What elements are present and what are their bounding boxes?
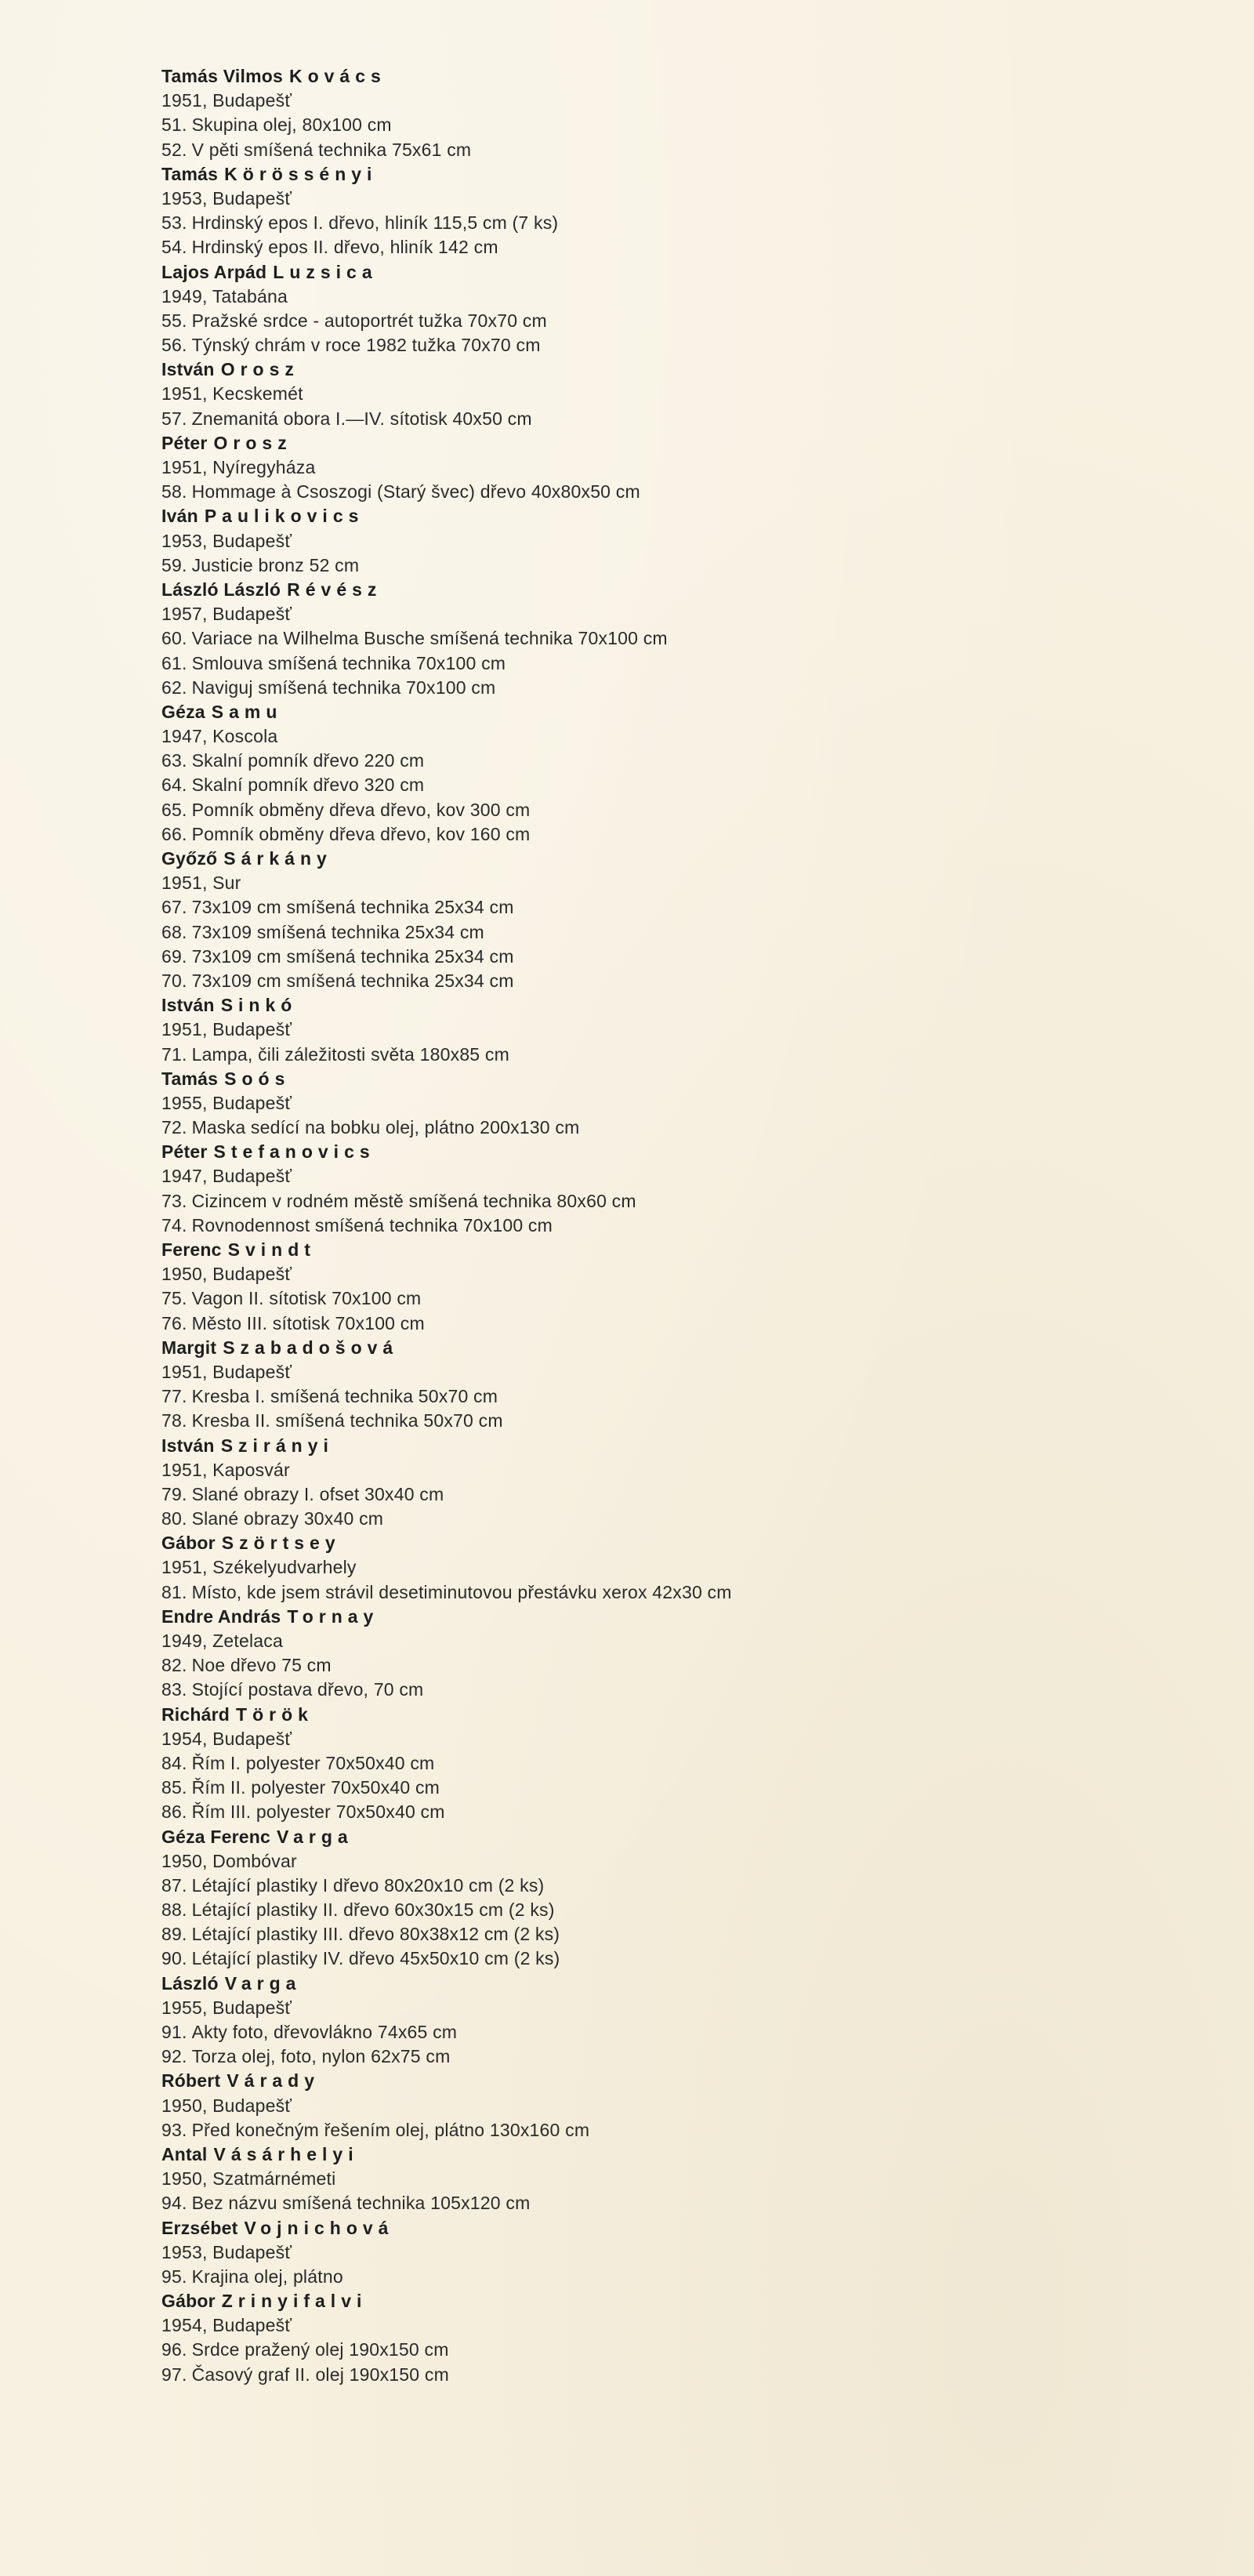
- artist-name: [161, 1605, 1180, 1629]
- work-number: 79.: [161, 1483, 187, 1504]
- artist-birth-info: 1951, Nyíregyháza: [161, 457, 316, 477]
- artist-entry: [161, 2069, 1180, 2142]
- artist-birth-info: 1953, Budapešť: [161, 530, 292, 551]
- artist-entry: [161, 1067, 1180, 1141]
- work-number: 68.: [161, 921, 187, 942]
- artist-surname: Szabadošová: [223, 1337, 399, 1358]
- work-description: Noe dřevo 75 cm: [191, 1655, 332, 1676]
- artist-entry: [161, 1238, 1180, 1336]
- artist-entry: [161, 162, 1180, 260]
- work-description: Řím I. polyester 70x50x40 cm: [191, 1752, 435, 1773]
- work-description: 73x109 cm smíšená technika 25x34 cm: [191, 970, 514, 991]
- work-number: 73.: [161, 1190, 187, 1211]
- work-description: Naviguj smíšená technika 70x100 cm: [191, 677, 496, 698]
- artist-name: [161, 578, 1180, 602]
- artist-given-name: Iván: [161, 506, 198, 527]
- work-number: 66.: [161, 823, 187, 844]
- work-item: [161, 1800, 1180, 1824]
- work-number: 92.: [161, 2046, 187, 2067]
- work-description: Skalní pomník dřevo 320 cm: [191, 775, 425, 796]
- work-number: 91.: [161, 2022, 187, 2042]
- work-description: Justicie bronz 52 cm: [191, 554, 360, 575]
- work-item: [161, 211, 1180, 235]
- artist-birth-info: 1953, Budapešť: [161, 2241, 292, 2262]
- work-description: Vagon II. sítotisk 70x100 cm: [191, 1288, 422, 1309]
- work-item: [161, 2191, 1180, 2215]
- artist-name: [161, 1238, 1180, 1262]
- artist-birth-info: 1955, Budapešť: [161, 1997, 292, 2018]
- work-number: 69.: [161, 945, 187, 967]
- artist-entry: [161, 578, 1180, 700]
- work-item: [161, 676, 1180, 700]
- work-item: [161, 2044, 1180, 2069]
- artist-surname: Vásárhelyi: [213, 2143, 359, 2164]
- work-item: [161, 309, 1180, 333]
- artist-birth-info: 1953, Budapešť: [161, 187, 292, 209]
- work-item: [161, 1189, 1180, 1214]
- work-item: [161, 1116, 1180, 1140]
- artist-birth-info: 1951, Budapešť: [161, 90, 292, 111]
- artist-given-name: László László: [161, 579, 281, 600]
- work-item: [161, 1214, 1180, 1238]
- artist-surname: Kovács: [288, 66, 386, 86]
- work-number: 86.: [161, 1801, 187, 1823]
- work-description: Létající plastiky IV. dřevo 45x50x10 cm (2 ks): [191, 1948, 560, 1969]
- work-item: [161, 2020, 1180, 2044]
- artist-birth-info: 1949, Tatabána: [161, 285, 288, 307]
- work-description: Stojící postava dřevo, 70 cm: [191, 1679, 424, 1700]
- work-number: 90.: [161, 1948, 187, 1969]
- artist-entry: [161, 1825, 1180, 1972]
- work-number: 88.: [161, 1899, 187, 1921]
- work-number: 84.: [161, 1752, 187, 1773]
- artist-entry: [161, 504, 1180, 578]
- work-description: Před konečným řešením olej, plátno 130x160 cm: [191, 2119, 590, 2140]
- artist-birth-info: 1951, Budapešť: [161, 1019, 292, 1040]
- work-number: 74.: [161, 1214, 187, 1235]
- work-item: [161, 1947, 1180, 1971]
- work-number: 70.: [161, 970, 187, 991]
- artist-surname: Zrinyifalvi: [221, 2291, 368, 2312]
- artist-birth-info: 1954, Budapešť: [161, 2315, 292, 2336]
- artist-given-name: István: [161, 359, 215, 380]
- work-description: Rovnodennost smíšená technika 70x100 cm: [191, 1214, 553, 1235]
- artist-given-name: Tamás: [161, 1068, 219, 1089]
- work-item: [161, 113, 1180, 137]
- work-number: 54.: [161, 237, 187, 258]
- work-description: Maska sedící na bobku olej, plátno 200x130 cm: [191, 1117, 580, 1138]
- artist-entry: [161, 2289, 1180, 2387]
- work-description: Místo, kde jsem strávil desetiminutovou přestávku xerox 42x30 cm: [191, 1581, 732, 1602]
- artist-entry: [161, 260, 1180, 358]
- work-item: [161, 1286, 1180, 1311]
- artist-surname: Orosz: [220, 359, 299, 380]
- artist-surname: Tornay: [287, 1605, 379, 1627]
- work-item: [161, 1898, 1180, 1922]
- artist-given-name: István: [161, 1435, 215, 1456]
- artist-entry: [161, 1703, 1180, 1825]
- artist-given-name: Tamás Vilmos: [161, 66, 283, 86]
- artist-surname: Samu: [211, 701, 283, 722]
- artist-entry: [161, 2216, 1180, 2290]
- work-item: [161, 895, 1180, 920]
- artist-name: [161, 2069, 1180, 2093]
- artist-birth-info: 1947, Budapešť: [161, 1166, 292, 1187]
- artist-name: [161, 1972, 1180, 1996]
- artist-surname: Vojnichová: [244, 2217, 394, 2238]
- work-description: 73x109 cm smíšená technika 25x34 cm: [191, 897, 514, 918]
- work-number: 76.: [161, 1312, 187, 1333]
- work-item: [161, 945, 1180, 969]
- work-item: [161, 626, 1180, 651]
- work-description: V pěti smíšená technika 75x61 cm: [191, 139, 472, 160]
- artist-entry: [161, 1434, 1180, 1532]
- work-number: 85.: [161, 1777, 187, 1798]
- work-description: Pomník obměny dřeva dřevo, kov 300 cm: [191, 799, 531, 820]
- work-item: [161, 480, 1180, 504]
- work-number: 71.: [161, 1043, 187, 1065]
- work-number: 72.: [161, 1117, 187, 1138]
- work-item: [161, 1874, 1180, 1898]
- work-item: [161, 651, 1180, 676]
- artist-birth-info: 1951, Budapešť: [161, 1361, 292, 1382]
- artist-given-name: Lajos Arpád: [161, 261, 267, 282]
- artist-entry: [161, 847, 1180, 993]
- work-item: [161, 749, 1180, 773]
- work-number: 81.: [161, 1581, 187, 1602]
- artist-name: [161, 1140, 1180, 1164]
- work-description: Torza olej, foto, nylon 62x75 cm: [191, 2046, 451, 2067]
- work-description: Město III. sítotisk 70x100 cm: [191, 1312, 425, 1333]
- work-number: 56.: [161, 335, 187, 356]
- work-number: 58.: [161, 481, 187, 503]
- artist-given-name: Péter: [161, 432, 208, 453]
- work-item: [161, 1043, 1180, 1067]
- artist-given-name: Géza: [161, 701, 205, 722]
- artist-name: [161, 993, 1180, 1018]
- work-item: [161, 2118, 1180, 2142]
- artist-given-name: Endre András: [161, 1605, 281, 1627]
- work-description: Pražské srdce - autoportrét tužka 70x70 cm: [191, 310, 547, 331]
- work-number: 77.: [161, 1386, 187, 1407]
- work-description: 73x109 smíšená technika 25x34 cm: [191, 921, 484, 942]
- work-description: Lampa, čili záležitosti světa 180x85 cm: [191, 1043, 509, 1065]
- work-item: [161, 822, 1180, 847]
- artist-entry: [161, 1531, 1180, 1605]
- work-description: Kresba II. smíšená technika 50x70 cm: [191, 1410, 503, 1431]
- work-item: [161, 1776, 1180, 1800]
- artist-name: [161, 357, 1180, 382]
- work-item: [161, 773, 1180, 797]
- artist-given-name: Gábor: [161, 1533, 216, 1554]
- artist-surname: Soós: [224, 1068, 291, 1089]
- artist-name: [161, 2142, 1180, 2167]
- artist-birth-info: 1950, Dombóvar: [161, 1850, 297, 1871]
- artist-given-name: Ferenc: [161, 1239, 222, 1260]
- artist-surname: Stefanovics: [213, 1141, 375, 1163]
- artist-birth-info: 1950, Budapešť: [161, 1264, 292, 1285]
- artist-birth-info: 1954, Budapešť: [161, 1728, 292, 1749]
- artist-name: [161, 2216, 1180, 2240]
- work-item: [161, 798, 1180, 822]
- artist-surname: Sinkó: [220, 995, 298, 1016]
- artist-entry: [161, 1605, 1180, 1703]
- work-item: [161, 1312, 1180, 1336]
- artist-birth-info: 1951, Székelyudvarhely: [161, 1557, 357, 1578]
- artist-name: [161, 1703, 1180, 1727]
- artist-entry: [161, 2142, 1180, 2216]
- artist-surname: Szörtsey: [221, 1533, 341, 1554]
- artist-surname: Paulikovics: [204, 506, 364, 527]
- artist-name: [161, 431, 1180, 455]
- artist-surname: Varga: [277, 1826, 353, 1847]
- work-number: 62.: [161, 677, 187, 698]
- work-description: Variace na Wilhelma Busche smíšená technika 70x100 cm: [191, 628, 668, 649]
- artist-name: [161, 504, 1180, 528]
- artist-birth-info: 1951, Sur: [161, 873, 241, 894]
- work-item: [161, 1653, 1180, 1678]
- work-description: Skupina olej, 80x100 cm: [191, 114, 392, 136]
- artist-surname: Luzsica: [273, 261, 378, 282]
- work-description: Týnský chrám v roce 1982 tužka 70x70 cm: [191, 335, 541, 356]
- work-item: [161, 2363, 1180, 2387]
- artist-surname: Sárkány: [223, 848, 332, 869]
- artist-name: [161, 64, 1180, 89]
- work-number: 51.: [161, 114, 187, 136]
- work-description: Skalní pomník dřevo 220 cm: [191, 750, 425, 771]
- work-description: 73x109 cm smíšená technika 25x34 cm: [191, 945, 514, 967]
- work-number: 87.: [161, 1874, 187, 1896]
- artist-given-name: László: [161, 1972, 219, 1994]
- work-number: 65.: [161, 799, 187, 820]
- work-item: [161, 407, 1180, 431]
- work-number: 60.: [161, 628, 187, 649]
- artist-surname: Szirányi: [220, 1435, 334, 1456]
- artist-birth-info: 1950, Szatmárnémeti: [161, 2168, 336, 2190]
- work-description: Létající plastiky III. dřevo 80x38x12 cm (2 ks): [191, 1924, 560, 1945]
- artist-given-name: Géza Ferenc: [161, 1826, 270, 1847]
- artist-name: [161, 1825, 1180, 1849]
- work-item: [161, 1751, 1180, 1776]
- work-number: 95.: [161, 2266, 187, 2287]
- artist-given-name: Antal: [161, 2143, 208, 2164]
- work-number: 89.: [161, 1924, 187, 1945]
- work-number: 97.: [161, 2364, 187, 2385]
- artist-birth-info: 1955, Budapešť: [161, 1092, 292, 1113]
- artist-entry: [161, 431, 1180, 505]
- artist-name: [161, 1067, 1180, 1091]
- artist-name: [161, 1434, 1180, 1458]
- work-item: [161, 138, 1180, 162]
- work-description: Časový graf II. olej 190x150 cm: [191, 2364, 449, 2385]
- work-item: [161, 2338, 1180, 2362]
- work-description: Slané obrazy 30x40 cm: [191, 1508, 384, 1529]
- artist-birth-info: 1949, Zetelaca: [161, 1631, 283, 1651]
- artist-entry: [161, 64, 1180, 162]
- artist-name: [161, 162, 1180, 187]
- work-description: Létající plastiky I dřevo 80x20x10 cm (2 ks): [191, 1874, 545, 1896]
- work-item: [161, 969, 1180, 993]
- artist-entry: [161, 1140, 1180, 1238]
- work-description: Řím II. polyester 70x50x40 cm: [191, 1777, 440, 1798]
- artist-entry: [161, 1336, 1180, 1434]
- work-item: [161, 2265, 1180, 2289]
- work-item: [161, 333, 1180, 357]
- work-number: 63.: [161, 750, 187, 771]
- work-description: Srdce pražený olej 190x150 cm: [191, 2339, 449, 2360]
- artist-birth-info: 1957, Budapešť: [161, 604, 292, 625]
- work-description: Smlouva smíšená technika 70x100 cm: [191, 652, 506, 673]
- work-number: 55.: [161, 310, 187, 331]
- work-number: 80.: [161, 1508, 187, 1529]
- work-number: 64.: [161, 775, 187, 796]
- artist-given-name: Győző: [161, 848, 218, 869]
- work-number: 83.: [161, 1679, 187, 1700]
- artist-name: [161, 260, 1180, 285]
- work-item: [161, 553, 1180, 578]
- work-item: [161, 1922, 1180, 1947]
- artist-birth-info: 1951, Kecskemét: [161, 383, 303, 405]
- work-item: [161, 1384, 1180, 1409]
- work-description: Znemanitá obora I.—IV. sítotisk 40x50 cm: [191, 408, 532, 429]
- artist-given-name: Róbert: [161, 2070, 221, 2092]
- work-description: Létající plastiky II. dřevo 60x30x15 cm (2 ks): [191, 1899, 555, 1921]
- artist-surname: Svindt: [227, 1239, 316, 1260]
- artist-surname: Varga: [224, 1972, 302, 1994]
- artist-birth-info: 1951, Kaposvár: [161, 1459, 290, 1480]
- work-item: [161, 1678, 1180, 1702]
- work-item: [161, 920, 1180, 945]
- work-description: Hrdinský epos I. dřevo, hliník 115,5 cm (7 ks): [191, 212, 559, 234]
- work-description: Cizincem v rodném městě smíšená technika 80x60 cm: [191, 1190, 636, 1211]
- artist-surname: Várady: [227, 2070, 321, 2092]
- work-description: Bez názvu smíšená technika 105x120 cm: [191, 2193, 531, 2214]
- artist-entry: [161, 700, 1180, 847]
- artist-catalog-list: [161, 64, 1180, 2387]
- artist-surname: Révész: [287, 579, 382, 600]
- work-item: [161, 1482, 1180, 1507]
- work-number: 52.: [161, 139, 187, 160]
- artist-surname: Orosz: [213, 432, 292, 453]
- work-description: Slané obrazy I. ofset 30x40 cm: [191, 1483, 444, 1504]
- artist-surname: Körössényi: [224, 163, 378, 184]
- artist-name: [161, 847, 1180, 871]
- artist-given-name: Margit: [161, 1337, 217, 1358]
- work-number: 57.: [161, 408, 187, 429]
- work-item: [161, 235, 1180, 259]
- work-description: Krajina olej, plátno: [191, 2266, 343, 2287]
- work-description: Řím III. polyester 70x50x40 cm: [191, 1801, 445, 1823]
- work-number: 82.: [161, 1655, 187, 1676]
- artist-surname: Török: [236, 1703, 314, 1725]
- artist-entry: [161, 993, 1180, 1067]
- work-number: 94.: [161, 2193, 187, 2214]
- artist-name: [161, 2289, 1180, 2313]
- work-number: 67.: [161, 897, 187, 918]
- artist-given-name: István: [161, 995, 215, 1016]
- work-description: Kresba I. smíšená technika 50x70 cm: [191, 1386, 498, 1407]
- work-description: Akty foto, dřevovlákno 74x65 cm: [191, 2022, 458, 2042]
- work-number: 96.: [161, 2339, 187, 2360]
- work-number: 75.: [161, 1288, 187, 1309]
- artist-given-name: Tamás: [161, 163, 219, 184]
- work-description: Hommage à Csoszogi (Starý švec) dřevo 40x80x50 cm: [191, 481, 640, 503]
- artist-name: [161, 1336, 1180, 1360]
- artist-given-name: Erzsébet: [161, 2217, 238, 2238]
- artist-given-name: Gábor: [161, 2291, 216, 2312]
- work-description: Pomník obměny dřeva dřevo, kov 160 cm: [191, 823, 531, 844]
- work-number: 78.: [161, 1410, 187, 1431]
- artist-name: [161, 1531, 1180, 1555]
- work-number: 61.: [161, 652, 187, 673]
- artist-given-name: Péter: [161, 1141, 208, 1163]
- work-number: 53.: [161, 212, 187, 234]
- artist-birth-info: 1950, Budapešť: [161, 2095, 292, 2116]
- work-description: Hrdinský epos II. dřevo, hliník 142 cm: [191, 237, 498, 258]
- artist-entry: [161, 1972, 1180, 2070]
- artist-birth-info: 1947, Koscola: [161, 726, 278, 747]
- artist-name: [161, 700, 1180, 724]
- work-item: [161, 1507, 1180, 1531]
- work-number: 59.: [161, 554, 187, 575]
- work-item: [161, 1580, 1180, 1605]
- work-item: [161, 1409, 1180, 1433]
- artist-entry: [161, 357, 1180, 431]
- work-number: 93.: [161, 2119, 187, 2140]
- artist-given-name: Richárd: [161, 1703, 230, 1725]
